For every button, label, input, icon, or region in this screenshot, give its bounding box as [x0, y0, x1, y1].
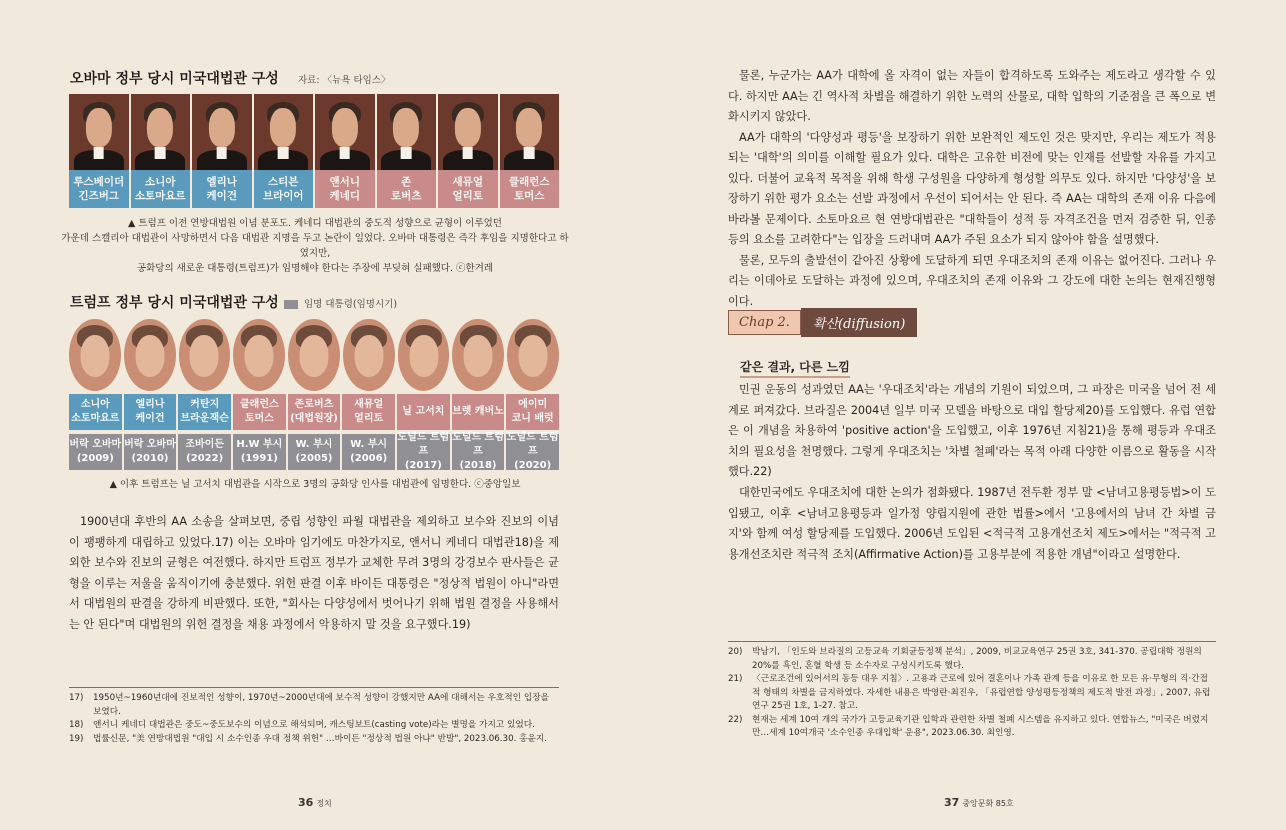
portrait-collar: [93, 147, 104, 159]
left-body-text: [69, 512, 559, 635]
appointer-legend-swatch: [284, 300, 298, 309]
justice-name-label: 엘리나 케이건: [192, 170, 252, 208]
footnote-text: 현재는 세계 10여 개의 국가가 고등교육기관 입학과 관련한 차별 철폐 시스템을 유지하고 있다. 연합뉴스, "미국은 버렸지만…세계 10여개국 '소수인종 우대입학' 운용", 2023.06.30. 최인영.: [752, 714, 1209, 738]
trump-justice-appointers: [69, 432, 559, 470]
justice-portrait-oval: [69, 319, 121, 391]
justice-name-label: 브렛 캐버노: [452, 394, 505, 430]
justice-appointer-label: 도널드 트럼프 (2020): [506, 432, 559, 471]
justice-portrait: [315, 94, 375, 170]
justice-name-label: 클래런스 토머스: [500, 170, 560, 208]
justice-name-label: 닐 고서치: [397, 394, 450, 430]
right-footnotes: [728, 646, 1216, 741]
right-subheading: 같은 결과, 다른 느낌: [740, 358, 850, 378]
portrait-face: [464, 335, 493, 377]
footnote-text: 〈근로조건에 있어서의 동등 대우 지침〉. 고용과 근로에 있어 결혼이나 가족 관계 등을 이유로 한 모든 유·무형의 직·간접적 형태의 차별을 금지하였다. 자세한 내용은 박영란·최진우, 「유럽연합 양성평등정책의 제도적 발전 과정」, 2007, 유럽연구 25권 1호, 1-27. 참고.: [752, 674, 1211, 711]
portrait-face: [190, 335, 219, 377]
trump-justice-photos: [69, 319, 559, 391]
justice-portrait-oval: [288, 319, 340, 391]
portrait-face: [409, 335, 438, 377]
justice-appointer-label: 도널드 트럼프 (2018): [452, 432, 504, 471]
chapter-tag: Chap 2.: [728, 310, 801, 335]
portrait-face: [299, 335, 328, 377]
justice-name-label: 소니아 소토마요르: [69, 394, 122, 430]
right-page-number-value: 37: [944, 796, 960, 809]
trump-court-caption: ▲ 이후 트럼프는 닐 고서치 대법관을 시작으로 3명의 공화당 인사를 대법관에 임명한다. ⓒ중앙일보: [109, 479, 521, 490]
obama-justice-labels: [69, 170, 559, 208]
portrait-collar: [278, 147, 289, 159]
footnote: [69, 692, 559, 719]
right-intro-paragraph: AA가 대학의 '다양성과 평등'을 보장하기 위한 보완적인 제도인 것은 맞지만, 우리는 제도가 적용되는 '대학'의 의미를 이해할 필요가 있다. 대학은 고유한 비전에 맞는 인재를 선발할 자유를 가지고 있다. 더불어 교육적 목적을 위해 학생 구성원을 다양하게 형성할 의무도 있다. 하지만 '다양성'을 보장하기 위한 평가 요소는 선발 과정에서 우선이 되어서는 안 된다. 즉 AA는 대학의 존재 이유 다음에 바라볼 문제이다. 소토마요르 현 연방대법관은 "대학들이 성적 등 자격조건을 먼저 검증한 뒤, 인종 등의 요소를 고려한다"는 입장을 드러내며 AA가 주된 요소가 되지 않아야 함을 설명했다.: [728, 130, 1216, 246]
obama-court-caption: ▲ 트럼프 이전 연방대법원 이념 분포도. 케네디 대법관의 중도적 성향으로 균형이 이루었던 가운데 스캘리아 대법관이 사망하면서 다음 대법관 지명을 두고 논란이 일었다. 오바마 대통령은 즉각 후임을 지명한다고 하였지만, 공화당의 새로운 대통령(트럼프)가 임명해야 한다는 주장에 부딪혀 실패했다. ⓒ한겨레: [61, 218, 569, 274]
footnote-number: 22): [728, 714, 743, 725]
chapter-title: 확산(diffusion): [801, 308, 917, 337]
justice-appointer-label: H.W 부시 (1991): [233, 434, 286, 470]
portrait-collar: [401, 147, 412, 159]
justice-appointer-label: W. 부시 (2005): [288, 434, 341, 470]
portrait-face: [332, 108, 358, 148]
obama-justice-photos: [69, 94, 559, 170]
justice-portrait-oval: [233, 319, 285, 391]
footnote-number: 21): [728, 674, 743, 684]
right-intro-paragraph: 물론, 누군가는 AA가 대학에 올 자격이 없는 자들이 합격하도록 도와주는 제도라고 생각할 수 있다. 하지만 AA는 긴 역사적 차별을 해결하기 위한 노력의 산물로, 대학 입학의 기준점을 큰 폭으로 변화시키지 않았다.: [728, 69, 1216, 123]
footnote: [69, 719, 559, 733]
justice-appointer-label: 버락 오바마 (2010): [124, 434, 177, 470]
right-page-section: 중앙문화 85호: [962, 799, 1014, 808]
justice-name-label: 에이미 코니 배럿: [506, 394, 559, 430]
portrait-collar: [462, 147, 473, 159]
justice-portrait: [438, 94, 498, 170]
footnote: [69, 733, 559, 747]
portrait-face: [270, 108, 296, 148]
justice-appointer-label: 버락 오바마 (2009): [69, 434, 122, 470]
trump-justice-labels: [69, 394, 559, 430]
justice-name-label: 소니아 소토마요르: [131, 170, 191, 208]
portrait-face: [519, 335, 548, 377]
justice-name-label: 존 로버츠: [377, 170, 437, 208]
footnote-number: 20): [728, 647, 743, 657]
footnote-text: 1950년~1960년대에 진보적인 성향이, 1970년~2000년대에 보수적 성향이 강했지만 AA에 대해서는 우호적인 입장을 보였다.: [93, 693, 550, 717]
justice-portrait-oval: [507, 319, 559, 391]
trump-legend: [284, 296, 397, 310]
justice-name-label: 커탄지 브라운잭슨: [178, 394, 231, 430]
justice-portrait-oval: [124, 319, 176, 391]
justice-portrait: [500, 94, 560, 170]
justice-appointer-label: W. 부시 (2006): [342, 434, 395, 470]
obama-court-title: 오바마 정부 당시 미국대법관 구성: [70, 71, 279, 87]
footnote: [728, 646, 1216, 673]
footnote-text: 박남기, 「인도와 브라질의 고등교육 기회균등정책 분석」, 2009, 비교교육연구 25권 3호, 341-370. 공립대학 정원의 20%를 흑인, 혼혈 학생 등 소수자로 구성시키도록 했다.: [752, 647, 1202, 671]
justice-name-label: 존로버츠 (대법원장): [288, 394, 341, 430]
justice-portrait-oval: [452, 319, 504, 391]
trump-legend-label: 임명 대통령(임명시기): [304, 299, 398, 310]
justice-name-label: 클래런스 토머스: [233, 394, 286, 430]
justice-portrait-oval: [179, 319, 231, 391]
portrait-face: [354, 335, 383, 377]
portrait-collar: [216, 147, 227, 159]
portrait-face: [393, 108, 419, 148]
trump-court-title: 트럼프 정부 당시 미국대법관 구성: [70, 295, 279, 311]
justice-name-label: 새뮤얼 얼리토: [438, 170, 498, 208]
justice-name-label: 스티븐 브라이어: [254, 170, 314, 208]
left-page-number: [298, 796, 332, 809]
right-footnote-rule: [728, 641, 1216, 642]
justice-portrait: [69, 94, 129, 170]
left-footnote-rule: [69, 687, 559, 688]
right-intro-paragraph: 물론, 모두의 출발선이 같아진 상황에 도달하게 되면 우대조치의 존재 이유는 없어진다. 그러나 우리는 이데아로 도달하는 과정에 있으며, 우대조치의 존재 이유와 그 강도에 대한 논의는 현재진행형이다.: [728, 253, 1216, 308]
footnote-number: 19): [69, 733, 84, 744]
portrait-face: [245, 335, 274, 377]
right-body-2: [728, 483, 1216, 565]
left-page-number-value: 36: [298, 796, 314, 809]
left-footnotes: [69, 692, 559, 746]
justice-name-label: 앤서니 케네디: [315, 170, 375, 208]
justice-appointer-label: 도널드 트럼프 (2017): [397, 432, 450, 471]
footnote: [728, 673, 1216, 714]
portrait-face: [516, 108, 542, 148]
justice-portrait-oval: [398, 319, 450, 391]
left-body-paragraph: 1900년대 후반의 AA 소송을 살펴보면, 중립 성향인 파월 대법관을 제외하고 보수와 진보의 이념이 팽팽하게 대립하고 있었다.17) 이는 오바마 임기에도 마찬가지로, 앤서니 케네디 대법관18)을 제외한 보수와 진보의 균형은 여전했다. 하지만 트럼프 정부가 교체한 무려 3명의 강경보수 판사들은 균형을 이루는 저울을 움직이기에 충분했다. 위헌 판결 이후 바이든 대통령은 "정상적 법원이 아니"라면서 대법원의 판결을 강하게 비판했다. 또한, "회사는 다양성에서 벗어나기 위해 법원 결정을 사용해서는 안 된다"며 대법원의 위헌 결정을 채용 과정에서 악용하지 말 것을 요구했다.19): [69, 515, 559, 631]
portrait-face: [209, 108, 235, 148]
right-page-number: [944, 796, 1014, 809]
portrait-collar: [339, 147, 350, 159]
portrait-face: [455, 108, 481, 148]
footnote-text: 법률신문, "美 연방대법원 "대입 시 소수인종 우대 정책 위헌" …바이든 "정상적 법원 아냐" 반발", 2023.06.30. 홍윤지.: [93, 733, 548, 744]
portrait-collar: [524, 147, 535, 159]
justice-name-label: 루스베이더 긴즈버그: [69, 170, 129, 208]
justice-portrait-oval: [343, 319, 395, 391]
portrait-face: [135, 335, 164, 377]
left-page-section: 정치: [316, 799, 332, 808]
footnote: [728, 714, 1216, 741]
right-body-paragraph-2: 대한민국에도 우대조치에 대한 논의가 점화됐다. 1987년 전두환 정부 말 <남녀고용평등법>이 도입됐고, 이후 <남녀고용평등과 일가정 양립지원에 관한 법률>에서 '고용에서의 남녀 간 차별 금지'와 함께 여성 할당제를 도입했다. 2006년 도입된 <적극적 고용개선조치 제도>에서는 "적극적 고용개선조치란 적극적 조치(Affirmative Action)를 고용부분에 적용한 개념"이라고 설명한다.: [728, 486, 1216, 561]
obama-court-source: 자료: 〈뉴욕 타임스〉: [298, 75, 391, 86]
right-body-paragraph-1: 민권 운동의 성과였던 AA는 '우대조치'라는 개념의 기원이 되었으며, 그 파장은 미국을 넘어 전 세계로 퍼져갔다. 브라질은 2004년 일부 미국 모델을 바탕으로 대입 할당제20)를 도입했다. 유럽 연합은 이 개념을 차용하여 'positive action'을 도입했고, 이후 1976년 지침21)을 통해 평등과 우대조치의 필요성을 천명했다. 그렇게 우대조치는 '차별 철폐'라는 목적 아래 다양한 이름으로 활동을 시작했다.22): [728, 383, 1216, 478]
right-body-1: [728, 380, 1216, 483]
justice-portrait: [377, 94, 437, 170]
footnote-text: 앤서니 케네디 대법관은 중도~중도보수의 이념으로 해석되며, 캐스팅보트(casting vote)라는 별명을 가지고 있었다.: [93, 720, 535, 730]
right-intro-text: [728, 66, 1216, 312]
justice-portrait: [131, 94, 191, 170]
portrait-face: [86, 108, 112, 148]
portrait-face: [147, 108, 173, 148]
justice-appointer-label: 조바이든 (2022): [178, 434, 231, 470]
footnote-number: 17): [69, 693, 84, 703]
chapter-banner: [728, 308, 917, 336]
justice-portrait: [254, 94, 314, 170]
justice-name-label: 새뮤얼 얼리토: [342, 394, 395, 430]
portrait-face: [80, 335, 109, 377]
footnote-number: 18): [69, 720, 84, 730]
portrait-collar: [155, 147, 166, 159]
justice-portrait: [192, 94, 252, 170]
justice-name-label: 엘리나 케이건: [124, 394, 177, 430]
